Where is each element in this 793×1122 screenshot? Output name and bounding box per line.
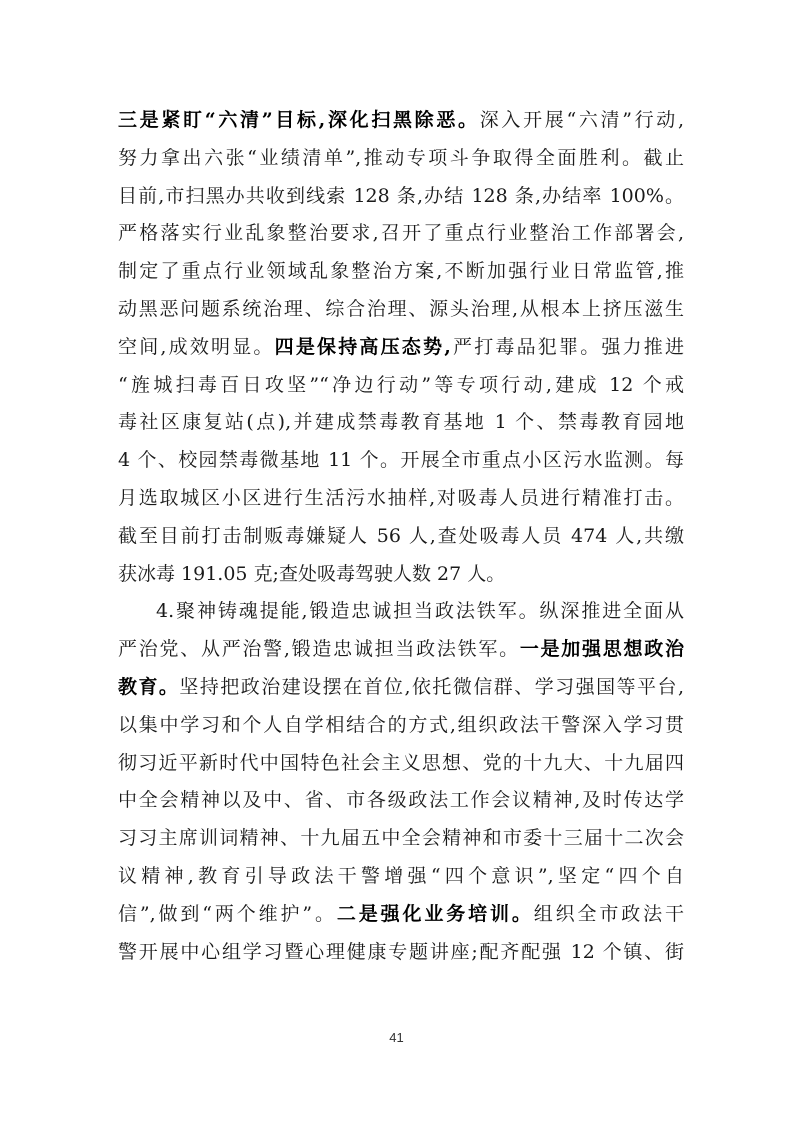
body-text-segment: 目前,市扫黑办共收到线索 128 条,办结 128 条,办结率 100%。 [118, 184, 684, 207]
bold-heading-text: 教育。 [118, 675, 180, 698]
text-line [118, 367, 684, 405]
body-text-segment: 努力拿出六张“业绩清单”,推动专项斗争取得全面胜利。截止 [118, 146, 684, 169]
body-text-segment: 4 个、校园禁毒微基地 11 个。开展全市重点小区污水监测。每 [118, 449, 684, 472]
text-line [118, 178, 684, 216]
body-text-segment: 坚持把政治建设摆在首位,依托微信群、学习强国等平台, [179, 675, 684, 698]
body-text-segment: 严治党、从严治警,锻造忠诚担当政法铁军。 [118, 638, 520, 661]
bold-heading-text: 四是保持高压态势, [274, 335, 451, 358]
text-line [118, 556, 684, 594]
text-line [118, 102, 684, 140]
text-line [118, 404, 684, 442]
body-text-segment: 动黑恶问题系统治理、综合治理、源头治理,从根本上挤压滋生 [118, 297, 684, 320]
text-line [118, 329, 684, 367]
text-line [118, 593, 684, 631]
text-line [118, 858, 684, 896]
page-number: 41 [389, 1030, 404, 1045]
body-text-segment: 议精神,教育引导政法干警增强“四个意识”,坚定“四个自 [118, 864, 684, 887]
text-line [118, 291, 684, 329]
body-text-segment: 获冰毒 191.05 克;查处吸毒驾驶人数 27 人。 [118, 562, 506, 585]
body-text-segment: 毒社区康复站(点),并建成禁毒教育基地 1 个、禁毒教育园地 [118, 411, 684, 434]
body-text-segment: “旌城扫毒百日攻坚”“净边行动”等专项行动,建成 12 个戒 [118, 373, 684, 396]
body-text-segment: 警开展中心组学习暨心理健康专题讲座;配齐配强 12 个镇、街 [118, 940, 684, 963]
body-text-segment: 中全会精神以及中、省、市各级政法工作会议精神,及时传达学 [118, 789, 684, 812]
text-line [118, 253, 684, 291]
text-line [118, 518, 684, 556]
body-text-segment: 信”,做到“两个维护”。 [118, 902, 337, 925]
text-line [118, 442, 684, 480]
text-line [118, 631, 684, 669]
text-line [118, 215, 684, 253]
body-text-segment: 严打毒品犯罪。强力推进 [450, 335, 684, 358]
body-text-segment: 4.聚神铸魂提能,锻造忠诚担当政法铁军。纵深推进全面从 [156, 600, 684, 623]
text-line [118, 140, 684, 178]
body-text-segment: 习习主席训词精神、十九届五中全会精神和市委十三届十二次会 [118, 827, 684, 850]
text-line [118, 707, 684, 745]
text-line [118, 669, 684, 707]
text-line [118, 782, 684, 820]
text-line [118, 896, 684, 934]
body-text-segment: 月选取城区小区进行生活污水抽样,对吸毒人员进行精准打击。 [118, 486, 684, 509]
body-text-segment: 制定了重点行业领域乱象整治方案,不断加强行业日常监管,推 [118, 260, 684, 283]
bold-heading-text: 二是强化业务培训。 [336, 902, 534, 925]
body-text-segment: 组织全市政法干 [533, 902, 684, 925]
text-line [118, 480, 684, 518]
body-text-segment: 空间,成效明显。 [118, 335, 275, 358]
text-line [118, 745, 684, 783]
body-text-segment: 截至目前打击制贩毒嫌疑人 56 人,查处吸毒人员 474 人,共缴 [118, 524, 684, 547]
text-line [118, 934, 684, 972]
body-text-segment: 以集中学习和个人自学相结合的方式,组织政法干警深入学习贯 [118, 713, 684, 736]
bold-heading-text: 一是加强思想政治 [519, 638, 684, 661]
body-text-segment: 严格落实行业乱象整治要求,召开了重点行业整治工作部署会, [118, 222, 684, 245]
body-text-segment: 彻习近平新时代中国特色社会主义思想、党的十九大、十九届四 [118, 751, 684, 774]
text-line [118, 820, 684, 858]
body-text-segment: 深入开展“六清”行动, [479, 109, 684, 131]
body-text [118, 102, 684, 971]
bold-heading-text: 三是紧盯“六清”目标,深化扫黑除恶。 [118, 109, 480, 131]
